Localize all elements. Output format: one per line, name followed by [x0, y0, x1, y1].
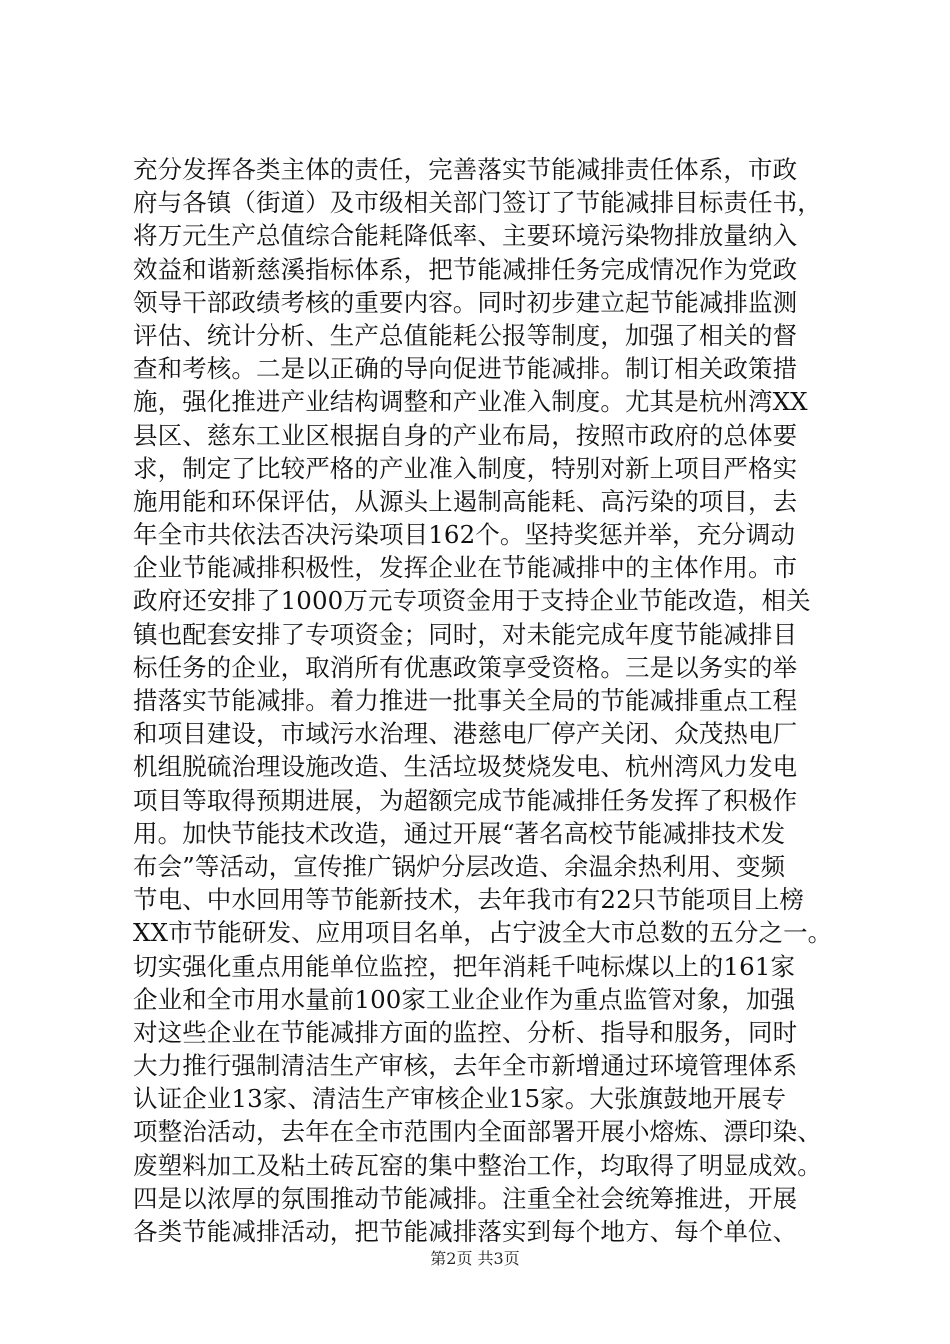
text-line: 企业和全市用水量前100家工业企业作为重点监管对象，加强 — [133, 984, 796, 1014]
text-line: 府与各镇（街道）及市级相关部门签订了节能减排目标责任书， — [133, 188, 822, 218]
text-line: 各类节能减排活动，把节能减排落实到每个地方、每个单位、 — [133, 1217, 798, 1246]
body-paragraph — [133, 153, 833, 1248]
text-line: XX市节能研发、应用项目名单，占宁波全大市总数的五分之一。 — [133, 918, 833, 948]
text-line: 求，制定了比较严格的产业准入制度，特别对新上项目严格实 — [133, 453, 798, 483]
text-line: 废塑料加工及粘土砖瓦窑的集中整治工作，均取得了明显成效。 — [133, 1150, 822, 1180]
text-line: 对这些企业在节能减排方面的监控、分析、指导和服务，同时 — [133, 1017, 798, 1047]
text-line: 大力推行强制清洁生产审核，去年全市新增通过环境管理体系 — [133, 1051, 798, 1081]
text-line: 将万元生产总值综合能耗降低率、主要环境污染物排放量纳入 — [133, 221, 798, 251]
text-line: 节电、中水回用等节能新技术，去年我市有22只节能项目上榜 — [133, 885, 804, 915]
text-line: 评估、统计分析、生产总值能耗公报等制度，加强了相关的督 — [133, 320, 798, 350]
text-line: 查和考核。二是以正确的导向促进节能减排。制订相关政策措 — [133, 354, 798, 384]
text-line: 和项目建设，市域污水治理、港慈电厂停产关闭、众茂热电厂 — [133, 719, 798, 749]
text-line: 四是以浓厚的氛围推动节能减排。注重全社会统筹推进，开展 — [133, 1183, 798, 1213]
text-line: 企业节能减排积极性，发挥企业在节能减排中的主体作用。市 — [133, 553, 798, 583]
text-line: 切实强化重点用能单位监控，把年消耗千吨标煤以上的161家 — [133, 951, 796, 981]
text-line: 施，强化推进产业结构调整和产业准入制度。尤其是杭州湾XX — [133, 387, 808, 417]
text-line: 用。加快节能技术改造，通过开展“著名高校节能减排技术发 — [133, 818, 786, 848]
text-line: 领导干部政绩考核的重要内容。同时初步建立起节能减排监测 — [133, 287, 798, 317]
text-line: 县区、慈东工业区根据自身的产业布局，按照市政府的总体要 — [133, 420, 798, 450]
text-line: 年全市共依法否决污染项目162个。坚持奖惩并举，充分调动 — [133, 520, 796, 550]
text-line: 项目等取得预期进展，为超额完成节能减排任务发挥了积极作 — [133, 785, 798, 815]
text-line: 镇也配套安排了专项资金；同时，对未能完成年度节能减排目 — [133, 619, 798, 649]
text-line: 项整治活动，去年在全市范围内全面部署开展小熔炼、漂印染、 — [133, 1117, 822, 1147]
text-line: 认证企业13家、清洁生产审核企业15家。大张旗鼓地开展专 — [133, 1084, 787, 1114]
text-line: 充分发挥各类主体的责任，完善落实节能减排责任体系，市政 — [133, 155, 798, 184]
text-line: 施用能和环保评估，从源头上遏制高能耗、高污染的项目，去 — [133, 486, 798, 516]
text-line: 布会”等活动，宣传推广锅炉分层改造、余温余热利用、变频 — [133, 851, 786, 881]
text-line: 标任务的企业，取消所有优惠政策享受资格。三是以务实的举 — [133, 652, 798, 682]
text-line: 政府还安排了1000万元专项资金用于支持企业节能改造，相关 — [133, 586, 811, 616]
text-line: 措落实节能减排。着力推进一批事关全局的节能减排重点工程 — [133, 686, 798, 715]
text-line: 机组脱硫治理设施改造、生活垃圾焚烧发电、杭州湾风力发电 — [133, 752, 798, 782]
text-line: 效益和谐新慈溪指标体系，把节能减排任务完成情况作为党政 — [133, 254, 798, 284]
page-footer: 第2页 共3页 — [430, 1249, 520, 1268]
